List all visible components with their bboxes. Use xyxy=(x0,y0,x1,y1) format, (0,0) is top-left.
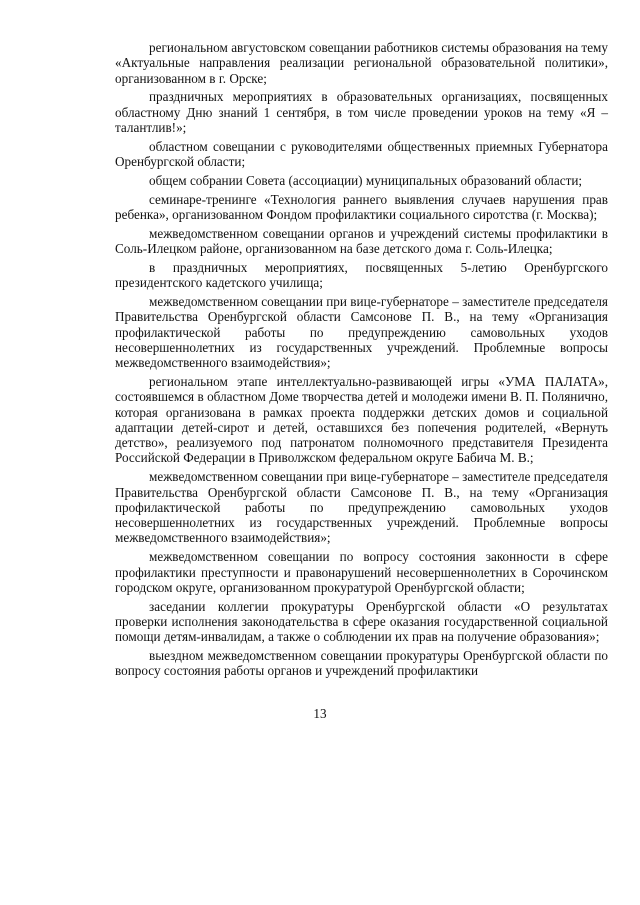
paragraph-seminar-training: семинаре-тренинге «Технология раннего выявления случаев нарушения прав ребенка», организованном Фондом профилактики социального сиротства (г. Москва); xyxy=(115,191,608,222)
page-number: 13 xyxy=(313,706,327,721)
paragraph-vice-governor-meeting-2: межведомственном совещании при вице-губернаторе – заместителе председателя Правительства Оренбургской области Самсонове П. В., на тему «Организация профилактической работы по предупреждению самовольных уходов несовершеннолетних из государственных учреждений. Проблемные вопросы межведомственного взаимодействия»; xyxy=(115,469,608,546)
paragraph-sol-iletsk-meeting: межведомственном совещании органов и учреждений системы профилактики в Соль-Илецком районе, организованном на базе детского дома г. Соль-Илецка; xyxy=(115,225,608,257)
paragraph-field-meeting: выездном межведомственном совещании прокуратуры Оренбургской области по вопросу состояния работы органов и учреждений профилактики xyxy=(115,647,608,679)
paragraph-regional-august-meeting: региональном августовском совещании работников системы образования на тему «Актуальные направления реализации региональной образовательной политики», организованном в г. Орске; xyxy=(115,40,608,86)
body-text xyxy=(115,40,608,682)
paragraph-vice-governor-meeting-1: межведомственном совещании при вице-губернаторе – заместителе председателя Правительства Оренбургской области Самсонове П. В., на тему «Организация профилактической работы по предупреждению самовольных уходов несовершеннолетних из государственных учреждений. Проблемные вопросы межведомственного взаимодействия»; xyxy=(115,293,608,371)
paragraph-uma-palata-game: региональном этапе интеллектуально-развивающей игры «УМА ПАЛАТА», состоявшемся в областном Доме творчества детей и молодежи имени В. П. Полянично, которая организована в рамках проекта поддержки детских домов и социальной адаптации детей-сирот и детей, оставшихся без попечения родителей, «Вернуть детство», реализуемого под патронатом полномочного представителя Президента Российской Федерации в Приволжском федеральном округе Бабича М. В.; xyxy=(115,373,608,466)
paragraph-cadet-school: в праздничных мероприятиях, посвященных 5-летию Оренбургского президентского кадетского училища; xyxy=(115,259,608,291)
paragraph-sorochinsk-meeting: межведомственном совещании по вопросу состояния законности в сфере профилактики преступности и правонарушений несовершеннолетних в Сорочинском городском округе, организованном прокуратурой Оренбургской области; xyxy=(115,549,608,595)
paragraph-prosecutor-board: заседании коллегии прокуратуры Оренбургской области «О результатах проверки исполнения законодательства в сфере оказания государственной социальной помощи детям-инвалидам, а также о соблюдении их прав на получение образования»; xyxy=(115,598,608,645)
paragraph-municipal-council: общем собрании Совета (ассоциации) муниципальных образований области; xyxy=(149,172,583,188)
paragraph-public-reception-meeting: областном совещании с руководителями общественных приемных Губернатора Оренбургской области; xyxy=(115,138,608,170)
paragraph-knowledge-day: праздничных мероприятиях в образовательных организациях, посвященных областному Дню знаний 1 сентября, в том числе проведении уроков на тему «Я – талантлив!»; xyxy=(115,89,608,135)
